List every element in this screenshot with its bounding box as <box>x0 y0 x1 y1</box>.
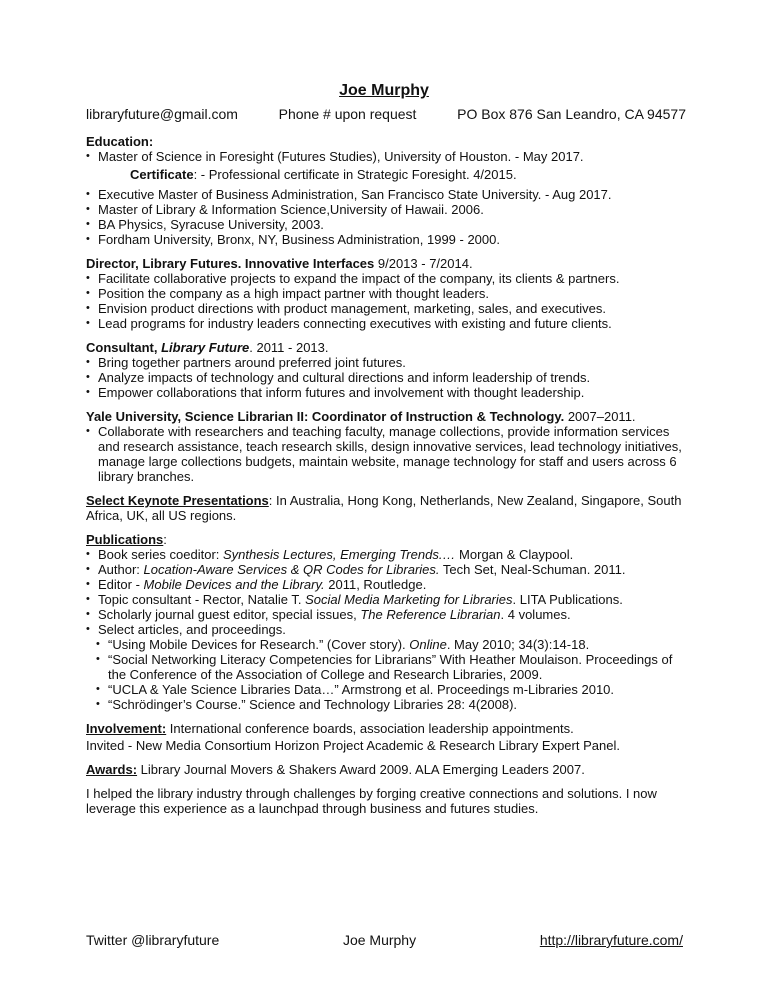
publication-title: Social Media Marketing for Libraries <box>305 592 513 607</box>
education-item: • BA Physics, Syracuse University, 2003. <box>86 217 686 232</box>
article-item <box>86 637 686 652</box>
certificate-label: Certificate <box>130 167 194 182</box>
consultant-org: Library Future <box>161 340 250 355</box>
publication-item <box>86 547 686 562</box>
publication-text: 2011, Routledge. <box>324 577 427 592</box>
publications-list <box>86 547 686 712</box>
publication-title: Mobile Devices and the Library. <box>143 577 325 592</box>
phone-text: Phone # upon request <box>278 106 417 122</box>
keynote-heading: Select Keynote Presentations <box>86 493 269 508</box>
consultant-item: • Empower collaborations that inform futures and involvement with thought leadership. <box>86 385 686 400</box>
yale-heading <box>86 409 686 424</box>
involvement-text: International conference boards, association leadership appointments. <box>166 721 574 736</box>
consultant-section <box>86 340 686 400</box>
publication-text: Scholarly journal guest editor, special issues, <box>98 607 361 622</box>
footer-name: Joe Murphy <box>342 932 417 948</box>
article-journal: Online <box>409 637 447 652</box>
article-text: “Using Mobile Devices for Research.” (Cover story). <box>108 637 410 652</box>
awards-text: Library Journal Movers & Shakers Award 2009. ALA Emerging Leaders 2007. <box>137 762 585 777</box>
education-item: • Master of Science in Foresight (Futures Studies), University of Houston. - May 2017. <box>86 149 686 164</box>
director-heading <box>86 256 686 271</box>
education-section <box>86 134 686 247</box>
publication-title: Synthesis Lectures, Emerging Trends.… <box>223 547 456 562</box>
publication-item <box>86 592 686 607</box>
address-text: PO Box 876 San Leandro, CA 94577 <box>457 106 686 122</box>
publication-text: Editor - <box>98 577 144 592</box>
consultant-title: Consultant, <box>86 340 162 355</box>
publication-text: Tech Set, Neal-Schuman. 2011. <box>439 562 626 577</box>
director-item: • Position the company as a high impact partner with thought leaders. <box>86 286 686 301</box>
director-item: • Facilitate collaborative projects to expand the impact of the company, its clients & partners. <box>86 271 686 286</box>
publication-item <box>86 562 686 577</box>
publication-text: . LITA Publications. <box>512 592 623 607</box>
page-footer <box>86 932 683 948</box>
yale-item: • Collaborate with researchers and teaching faculty, manage collections, provide information services and research assistance, teach research skills, design innovative services, lead technology initiatives, manage large collections budgets, maintain website, manage technology for staff and users across 6 library branches. <box>86 424 686 484</box>
article-item: • “Social Networking Literacy Competencies for Librarians” With Heather Moulaison. Proceedings of the Conference of the Association of College and Research Libraries, 2009. <box>86 652 686 682</box>
certificate-line <box>86 167 686 182</box>
awards-heading: Awards: <box>86 762 138 777</box>
keynote-section <box>86 493 686 523</box>
yale-section <box>86 409 686 484</box>
involvement-line-2: Invited - New Media Consortium Horizon Project Academic & Research Library Expert Panel. <box>86 738 620 753</box>
involvement-section <box>86 721 686 753</box>
publication-title: The Reference Librarian <box>360 607 501 622</box>
consultant-item: • Analyze impacts of technology and cultural directions and inform leadership of trends. <box>86 370 686 385</box>
contact-line <box>86 106 686 122</box>
director-item: • Envision product directions with product management, marketing, sales, and executives. <box>86 301 686 316</box>
education-item: • Fordham University, Bronx, NY, Business Administration, 1999 - 2000. <box>86 232 686 247</box>
article-item: • “UCLA & Yale Science Libraries Data…” Armstrong et al. Proceedings m-Libraries 2010. <box>86 682 686 697</box>
email-text: libraryfuture@gmail.com <box>86 106 238 122</box>
publication-text: Morgan & Claypool. <box>455 547 574 562</box>
resume-name: Joe Murphy <box>339 82 429 99</box>
publications-heading-line <box>86 532 686 547</box>
publications-colon: : <box>163 532 167 547</box>
summary-paragraph: I helped the library industry through challenges by forging creative connections and solutions. I now leverage this experience as a launchpad through business and futures studies. <box>86 786 657 816</box>
director-list <box>86 271 686 331</box>
consultant-dates: . 2011 - 2013. <box>249 340 329 355</box>
publication-text: . 4 volumes. <box>500 607 571 622</box>
education-list-more <box>86 187 686 247</box>
director-title: Director, Library Futures. Innovative Interfaces <box>86 256 375 271</box>
resume-body <box>86 134 686 825</box>
publications-section <box>86 532 686 712</box>
publication-text: Author: <box>98 562 144 577</box>
article-text: . May 2010; 34(3):14-18. <box>446 637 590 652</box>
education-heading: Education: <box>86 134 154 149</box>
awards-section <box>86 762 686 777</box>
consultant-heading <box>86 340 686 355</box>
director-item: • Lead programs for industry leaders connecting executives with existing and future clients. <box>86 316 686 331</box>
education-item: • Executive Master of Business Administration, San Francisco State University. - Aug 2017. <box>86 187 686 202</box>
footer-twitter: Twitter @libraryfuture <box>86 932 220 948</box>
director-dates: 9/2013 - 7/2014. <box>374 256 473 271</box>
publication-text: Topic consultant - Rector, Natalie T. <box>98 592 306 607</box>
publication-text: Book series coeditor: <box>98 547 224 562</box>
footer-website-link[interactable]: http://libraryfuture.com/ <box>539 932 683 948</box>
director-section <box>86 256 686 331</box>
involvement-line <box>86 721 686 736</box>
publication-item: • Select articles, and proceedings. <box>86 622 686 637</box>
keynote-text: : In Australia, Hong Kong, Netherlands, New Zealand, Singapore, South Africa, UK, all US regions. <box>86 493 682 523</box>
article-item: • “Schrödinger’s Course.” Science and Technology Libraries 28: 4(2008). <box>86 697 686 712</box>
publications-heading: Publications <box>86 532 164 547</box>
publication-title: Location-Aware Services & QR Codes for Libraries. <box>143 562 440 577</box>
publication-item <box>86 577 686 592</box>
consultant-item: • Bring together partners around preferred joint futures. <box>86 355 686 370</box>
involvement-heading: Involvement: <box>86 721 167 736</box>
education-item: • Master of Library & Information Science,University of Hawaii. 2006. <box>86 202 686 217</box>
yale-list <box>86 424 686 484</box>
yale-title: Yale University, Science Librarian II: Coordinator of Instruction & Technology. <box>86 409 565 424</box>
yale-dates: 2007–2011. <box>564 409 636 424</box>
education-list <box>86 149 686 164</box>
publication-item <box>86 607 686 622</box>
certificate-text: : - Professional certificate in Strategic Foresight. 4/2015. <box>193 167 517 182</box>
consultant-list <box>86 355 686 400</box>
